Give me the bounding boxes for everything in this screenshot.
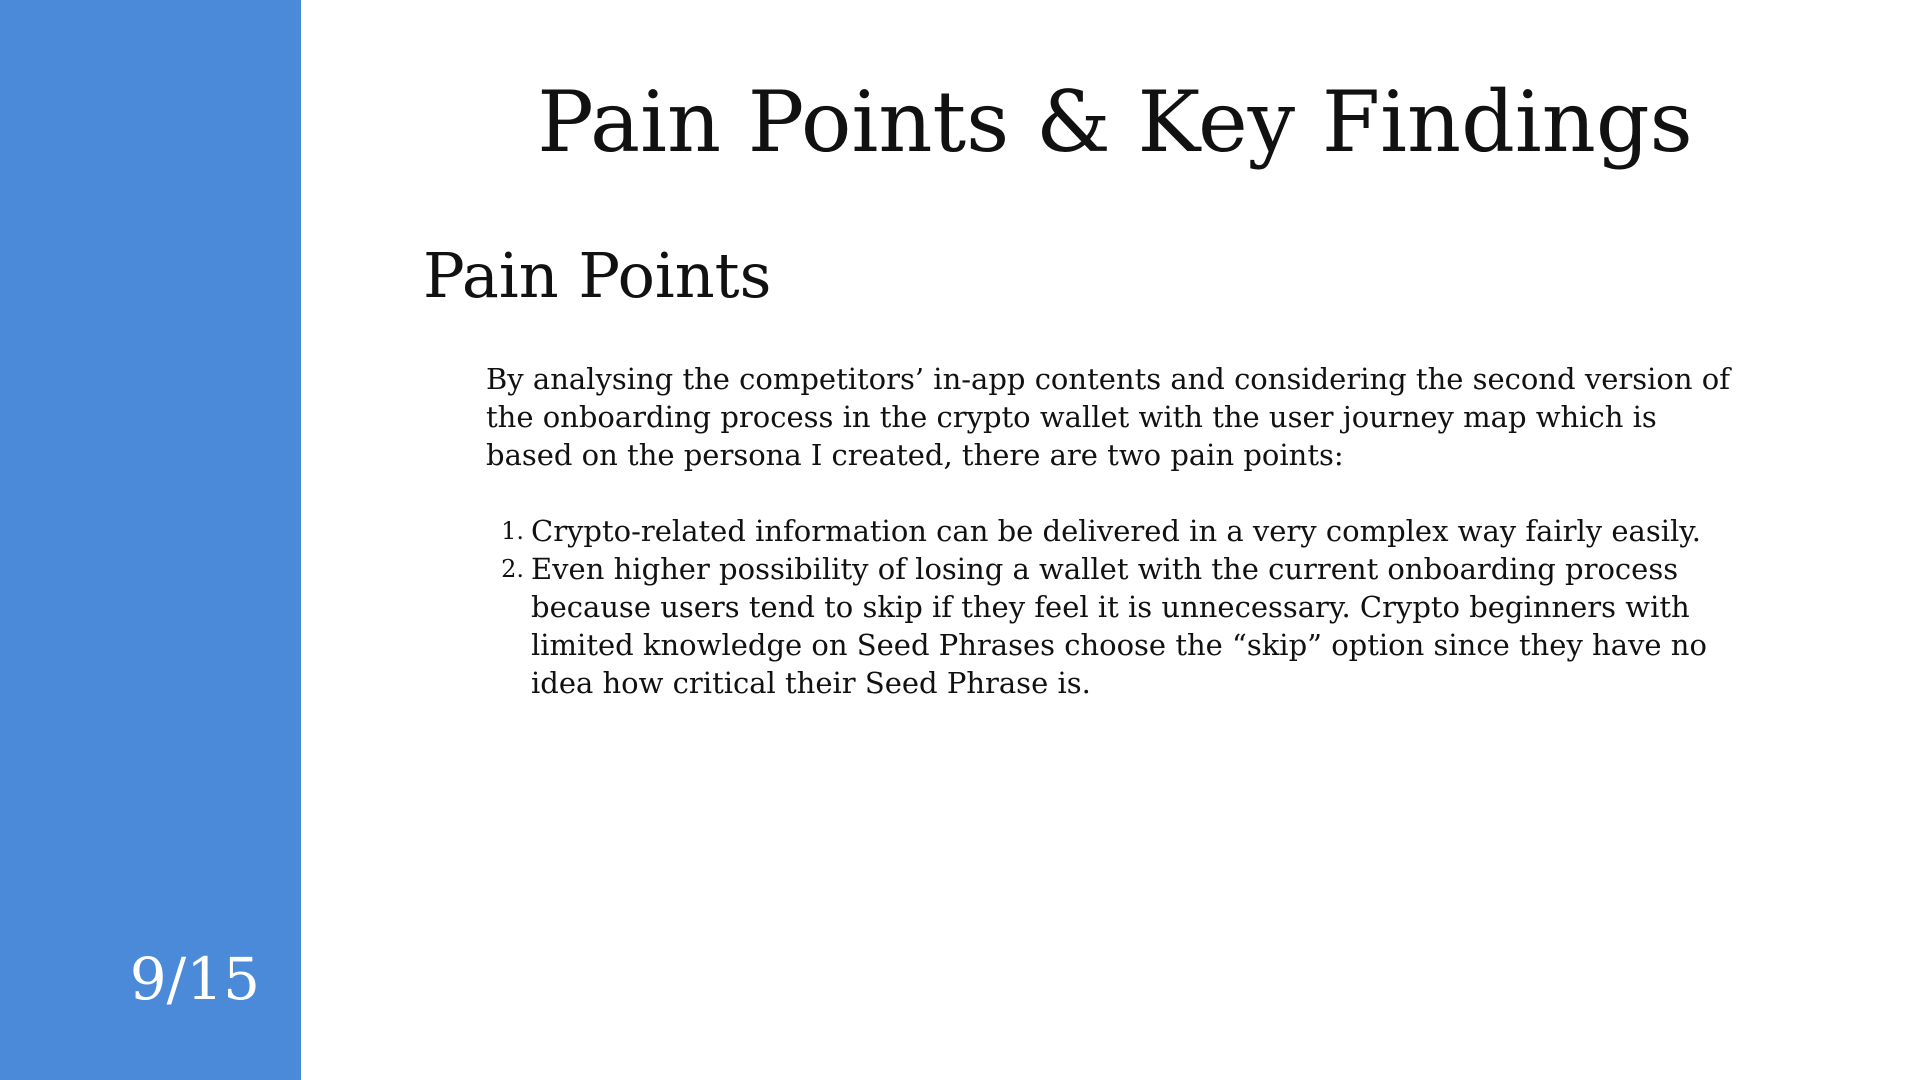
list-item-number: 2. (501, 555, 524, 583)
list-item (501, 550, 1746, 702)
section-heading: Pain Points (423, 239, 772, 312)
slide-title: Pain Points & Key Findings (537, 73, 1693, 171)
list-item-text: Crypto-related information can be delivered in a very complex way fairly easily. (531, 514, 1702, 548)
list-item (501, 512, 1746, 550)
slide-body (486, 360, 1746, 702)
pain-points-list (486, 512, 1746, 702)
list-item-text: Even higher possibility of losing a wallet with the current onboarding process because users tend to skip if they feel it is unnecessary. Crypto beginners with limited knowledge on Seed Phrases choose the “skip” option since they have no idea how critical their Seed Phrase is. (531, 552, 1707, 700)
page-number: 9/15 (129, 945, 260, 1013)
list-item-number: 1. (501, 517, 524, 545)
accent-sidebar (0, 0, 301, 1080)
intro-paragraph: By analysing the competitors’ in-app contents and considering the second version of the onboarding process in the crypto wallet with the user journey map which is based on the persona I created, there are two pain points: (486, 362, 1730, 472)
